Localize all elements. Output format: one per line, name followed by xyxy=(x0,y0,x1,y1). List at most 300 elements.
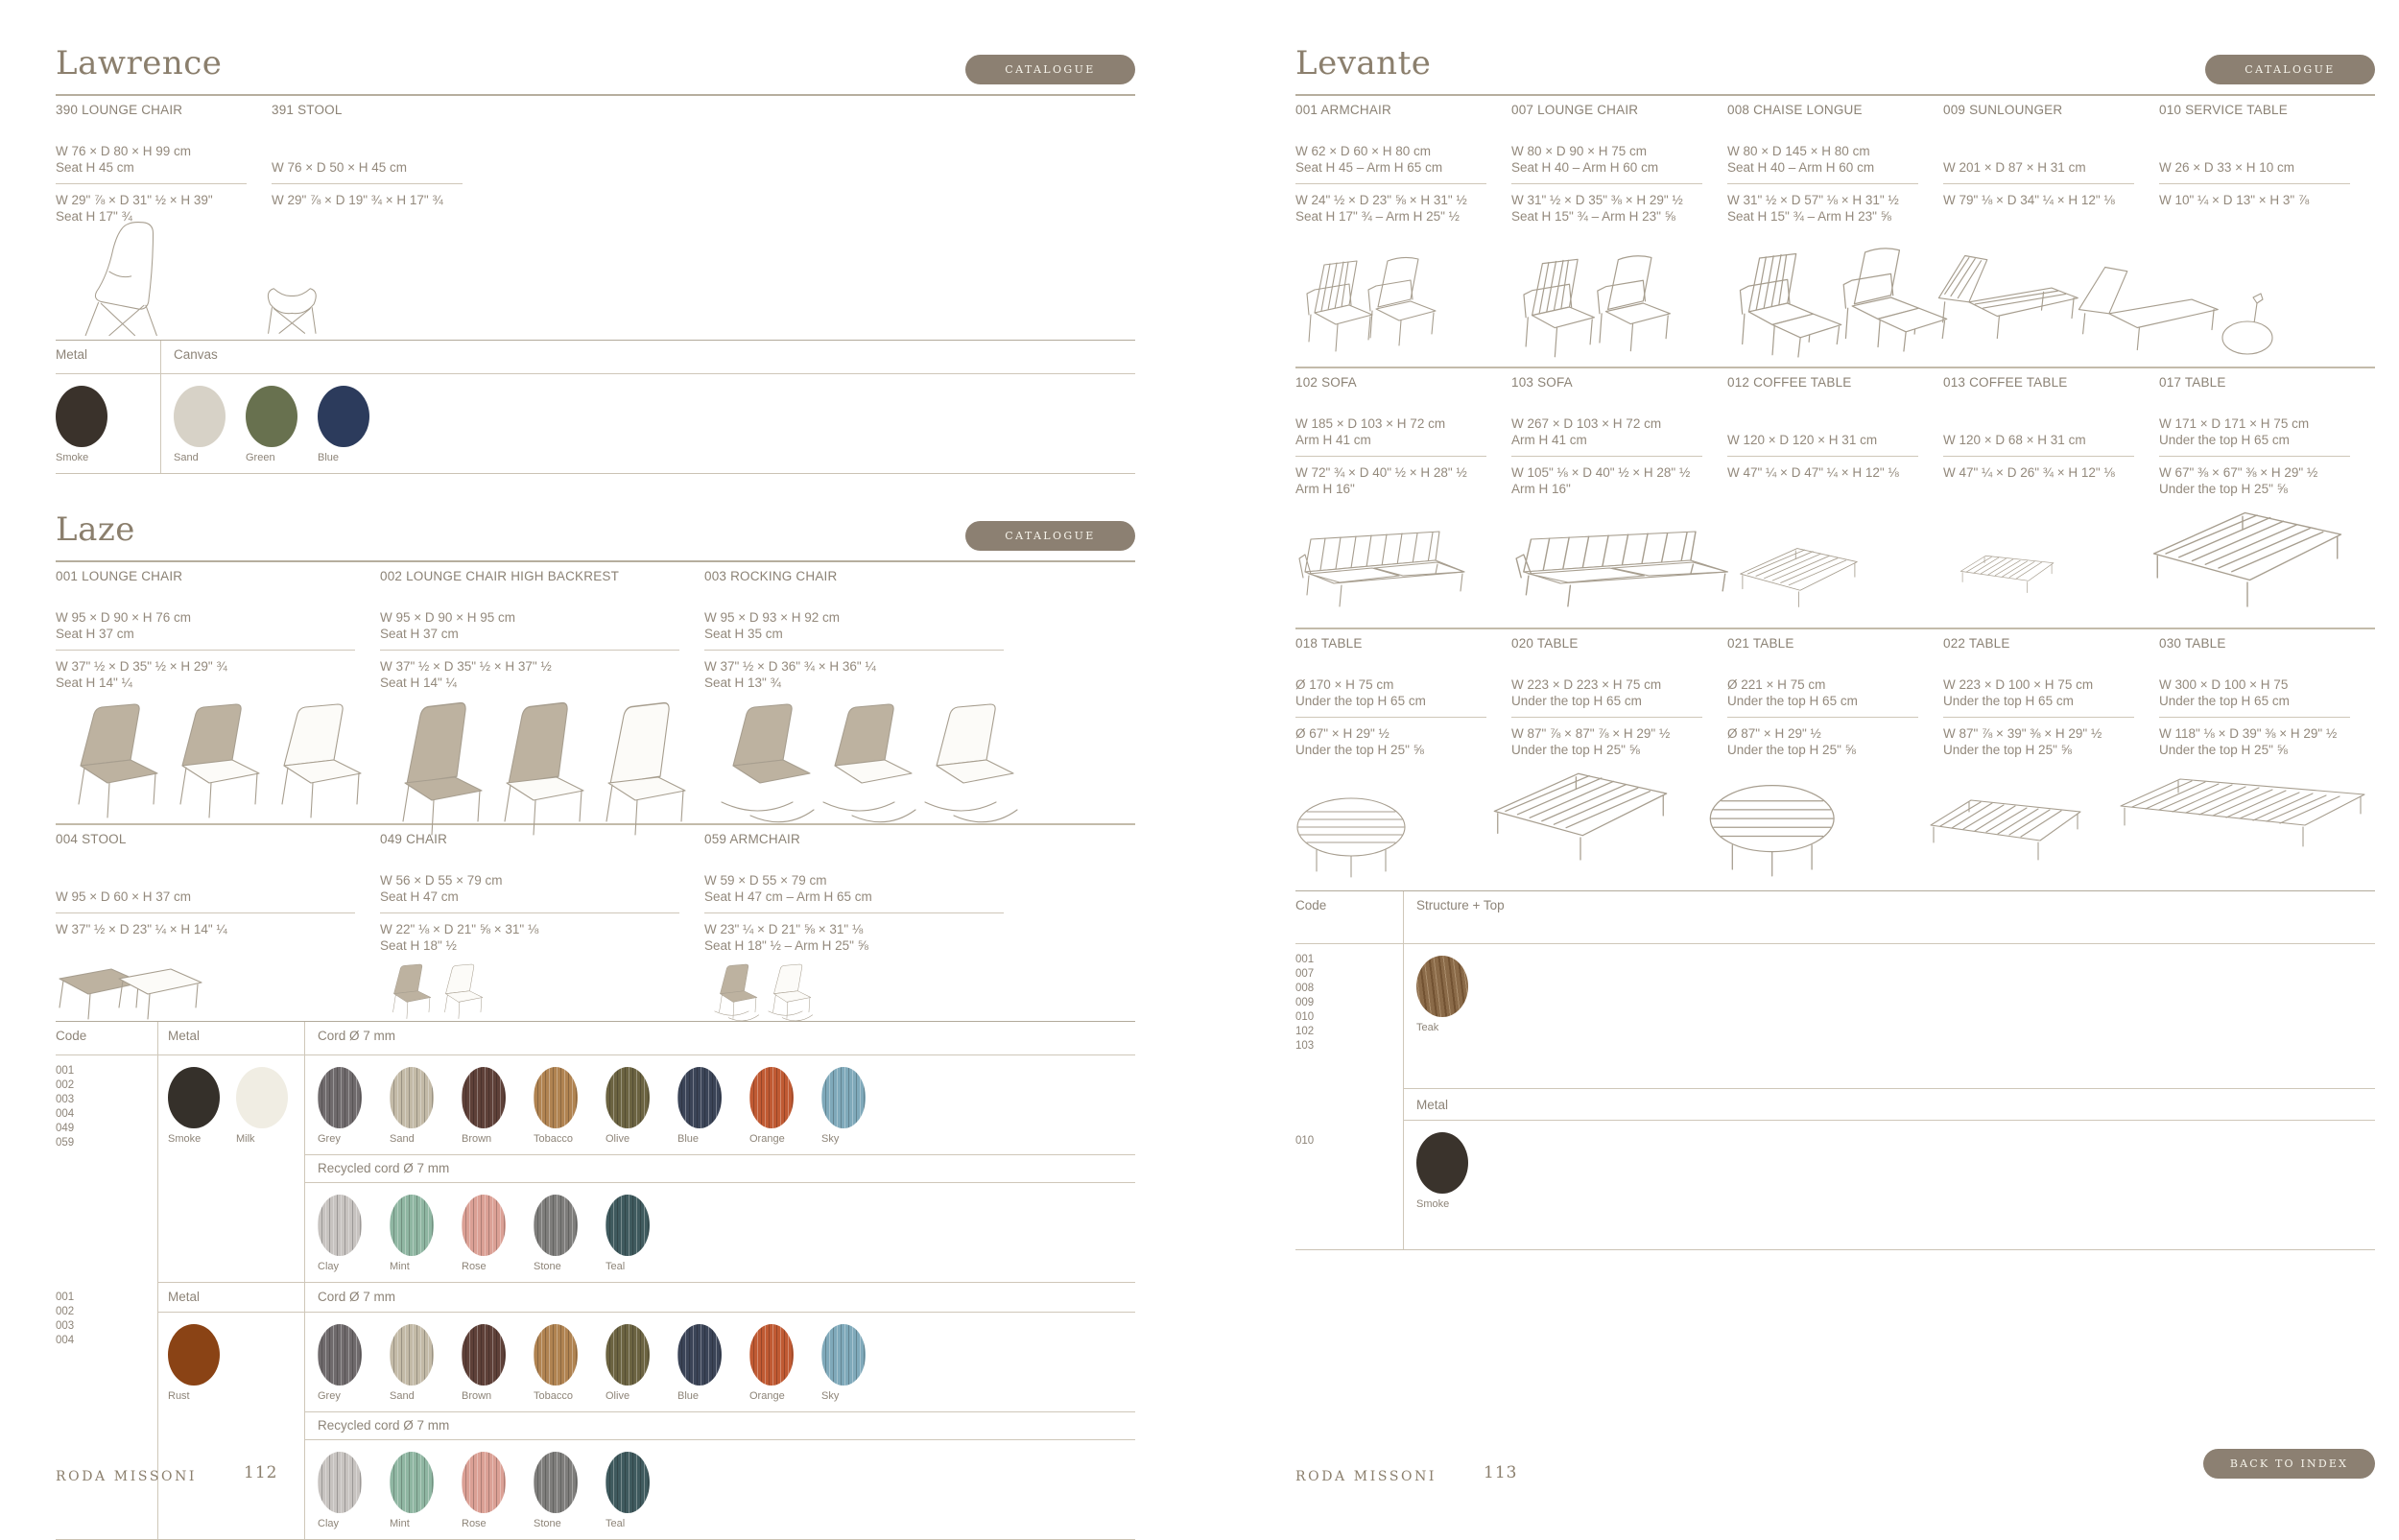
product-dim-cm: W 95 × D 60 × H 37 cm xyxy=(56,889,192,904)
swatch-name: Green xyxy=(246,452,275,463)
product-code: 008 xyxy=(1295,983,1315,994)
page-left xyxy=(56,0,1135,1529)
swatch-color xyxy=(56,386,107,447)
finish-swatch xyxy=(56,386,128,463)
finish-swatch xyxy=(462,1067,534,1145)
swatch-name: Olive xyxy=(606,1390,630,1402)
swatch-color xyxy=(246,386,297,447)
product-name: 009 SUNLOUNGER xyxy=(1943,103,2063,117)
swatch-color xyxy=(821,1324,866,1386)
product-dim-inch: W 47" ¼ × D 47" ¼ × H 12" ⅛ xyxy=(1727,465,1899,480)
section-title: Lawrence xyxy=(56,44,223,83)
swatch-name: Blue xyxy=(677,1133,700,1145)
swatch-name: Olive xyxy=(606,1133,630,1145)
product-code: 059 xyxy=(56,1137,75,1149)
product-dim-inch: W 29" ⅞ × D 31" ½ × H 39" xyxy=(56,193,213,207)
product-row-levante-2 xyxy=(1295,367,2375,505)
product-code: 003 xyxy=(56,1094,75,1105)
product-dim-inch: W 31" ½ × D 57" ⅛ × H 31" ½ xyxy=(1727,193,1899,207)
product-spec xyxy=(1943,375,2159,505)
product-dim-inch: W 23" ¼ × D 21" ⅝ × 31" ⅛ xyxy=(704,922,864,936)
finish-swatch xyxy=(1416,1132,1488,1210)
catalogue-button-lawrence[interactable]: CATALOGUE xyxy=(965,55,1135,84)
product-code: 010 xyxy=(1295,1011,1315,1023)
product-dim-cm: W 223 × D 100 × H 75 cm xyxy=(1943,677,2094,692)
product-code: 002 xyxy=(56,1306,75,1317)
code-list xyxy=(56,1282,158,1539)
product-dim-cm: Seat H 45 – Arm H 65 cm xyxy=(1295,160,1443,175)
illustration-laze-chairs xyxy=(56,699,1135,823)
illustration-levante-seating xyxy=(1295,232,2375,367)
product-spec xyxy=(1295,636,1511,766)
column-header-metal: Metal xyxy=(158,1022,305,1054)
swatch-color xyxy=(677,1324,722,1386)
swatch-name: Smoke xyxy=(1416,1198,1450,1210)
swatch-name: Rust xyxy=(168,1390,190,1402)
subheader-metal: Metal xyxy=(158,1283,305,1312)
product-dim-cm: Seat H 45 cm xyxy=(56,160,134,175)
finish-swatch xyxy=(246,386,318,463)
swatch-name: Sky xyxy=(821,1133,840,1145)
product-dim-inch: Under the top H 25" ⅝ xyxy=(1727,743,1856,757)
swatch-name: Orange xyxy=(749,1390,785,1402)
product-dim-inch: W 72" ¾ × D 40" ½ × H 28" ½ xyxy=(1295,465,1467,480)
product-dim-inch: Under the top H 25" ⅝ xyxy=(2159,743,2288,757)
swatch-color xyxy=(462,1195,506,1256)
product-name: 008 CHAISE LONGUE xyxy=(1727,103,1863,117)
product-spec xyxy=(1727,375,1943,505)
finish-swatch xyxy=(606,1452,677,1529)
product-dim-cm: W 171 × D 171 × H 75 cm xyxy=(2159,416,2310,431)
column-header-structure: Structure + Top xyxy=(1416,898,1505,912)
product-name: 001 ARMCHAIR xyxy=(1295,103,1391,117)
swatch-name: Stone xyxy=(534,1518,561,1529)
finish-swatch xyxy=(606,1195,677,1272)
swatch-name: Grey xyxy=(318,1133,341,1145)
product-row-laze-2 xyxy=(56,823,1135,961)
swatch-name: Mint xyxy=(390,1261,410,1272)
product-name: 391 STOOL xyxy=(272,103,343,117)
finish-swatch xyxy=(462,1452,534,1529)
finish-swatch xyxy=(390,1195,462,1272)
product-spec xyxy=(1943,103,2159,232)
product-dim-cm: Ø 170 × H 75 cm xyxy=(1295,677,1394,692)
product-name: 059 ARMCHAIR xyxy=(704,832,800,846)
product-name: 030 TABLE xyxy=(2159,636,2226,651)
product-dim-inch: Arm H 16" xyxy=(1511,482,1571,496)
finish-swatch xyxy=(606,1067,677,1145)
finish-swatch xyxy=(606,1324,677,1402)
swatch-name: Teak xyxy=(1416,1022,1439,1033)
product-spec xyxy=(380,569,704,699)
product-spec xyxy=(1727,103,1943,232)
product-dim-inch: W 37" ½ × D 36" ¾ × H 36" ¼ xyxy=(704,659,876,674)
product-name: 049 CHAIR xyxy=(380,832,448,846)
product-dim-cm: Seat H 40 – Arm H 60 cm xyxy=(1511,160,1659,175)
product-row-levante-1 xyxy=(1295,96,2375,232)
product-name: 012 COFFEE TABLE xyxy=(1727,375,1852,390)
section-title: Laze xyxy=(56,510,135,549)
product-name: 102 SOFA xyxy=(1295,375,1357,390)
swatch-color xyxy=(318,1067,362,1128)
product-dim-inch: W 67" ⅜ × 67" ⅜ × H 29" ½ xyxy=(2159,465,2318,480)
product-dim-cm: Seat H 40 – Arm H 60 cm xyxy=(1727,160,1875,175)
product-dim-inch: Under the top H 25" ⅝ xyxy=(1295,743,1424,757)
product-name: 004 STOOL xyxy=(56,832,127,846)
product-name: 010 SERVICE TABLE xyxy=(2159,103,2288,117)
cord-swatches xyxy=(305,1055,1135,1154)
code-list xyxy=(1295,944,1404,1088)
product-dim-cm: W 80 × D 90 × H 75 cm xyxy=(1511,144,1648,158)
product-spec xyxy=(2159,375,2375,505)
product-row-laze-1 xyxy=(56,562,1135,699)
column-header-metal: Metal xyxy=(56,341,161,373)
product-name: 020 TABLE xyxy=(1511,636,1579,651)
finish-swatch xyxy=(677,1067,749,1145)
finish-group-2 xyxy=(56,1282,1135,1539)
product-dim-inch: W 10" ¼ × D 13" × H 3" ⅞ xyxy=(2159,193,2310,207)
product-spec xyxy=(704,832,1029,961)
brand: RODA MISSONI xyxy=(56,1469,198,1484)
structure-swatches xyxy=(1404,944,2375,1088)
product-dim-inch: Ø 67" × H 29" ½ xyxy=(1295,726,1390,741)
product-code: 001 xyxy=(56,1291,75,1303)
product-dim-cm: W 76 × D 50 × H 45 cm xyxy=(272,160,408,175)
finish-swatch xyxy=(318,1067,390,1145)
column-header-cord: Cord Ø 7 mm xyxy=(318,1029,396,1043)
swatch-color xyxy=(168,1067,220,1128)
product-code: 004 xyxy=(56,1108,75,1120)
product-spec xyxy=(2159,103,2375,232)
metal-structure-col xyxy=(1404,1088,2375,1249)
product-spec xyxy=(704,569,1029,699)
product-name: 018 TABLE xyxy=(1295,636,1363,651)
product-code: 102 xyxy=(1295,1026,1315,1037)
levante-finish-table xyxy=(1295,890,2375,1250)
product-dim-cm: Seat H 47 cm xyxy=(380,889,459,904)
product-dim-inch: Seat H 13" ¾ xyxy=(704,675,781,690)
finish-swatch xyxy=(534,1452,606,1529)
page-right xyxy=(1295,0,2375,1513)
swatch-name: Milk xyxy=(236,1133,255,1145)
section-header-laze xyxy=(56,487,1135,562)
swatch-name: Tobacco xyxy=(534,1133,573,1145)
product-dim-cm: Ø 221 × H 75 cm xyxy=(1727,677,1826,692)
product-dim-inch: W 22" ⅛ × D 21" ⅝ × 31" ⅛ xyxy=(380,922,539,936)
swatch-color xyxy=(1416,1132,1468,1194)
swatch-name: Blue xyxy=(677,1390,700,1402)
product-dim-inch: W 87" ⅞ × 39" ⅜ × H 29" ½ xyxy=(1943,726,2102,741)
product-spec xyxy=(1511,375,1727,505)
product-dim-cm: W 120 × D 120 × H 31 cm xyxy=(1727,433,1878,447)
swatch-name: Smoke xyxy=(168,1133,202,1145)
product-name: 017 TABLE xyxy=(2159,375,2226,390)
swatch-color xyxy=(390,1067,434,1128)
product-dim-inch: W 24" ½ × D 23" ⅝ × H 31" ½ xyxy=(1295,193,1467,207)
product-dim-inch: Ø 87" × H 29" ½ xyxy=(1727,726,1821,741)
finish-swatch xyxy=(390,1452,462,1529)
swatch-color xyxy=(236,1067,288,1128)
product-dim-cm: W 185 × D 103 × H 72 cm xyxy=(1295,416,1446,431)
product-name: 390 LOUNGE CHAIR xyxy=(56,103,183,117)
product-dim-cm: W 95 × D 90 × H 95 cm xyxy=(380,610,516,625)
swatch-color xyxy=(534,1195,578,1256)
swatch-name: Sand xyxy=(390,1390,415,1402)
product-spec xyxy=(56,103,272,232)
illustration-laze-stools-chairs xyxy=(56,961,1135,1021)
brand: RODA MISSONI xyxy=(1295,1469,1437,1484)
product-dim-cm: Seat H 47 cm – Arm H 65 cm xyxy=(704,889,872,904)
product-spec xyxy=(1511,103,1727,232)
finish-table-header xyxy=(56,341,1135,374)
swatch-color xyxy=(749,1067,794,1128)
subheader-cord: Cord Ø 7 mm xyxy=(318,1290,396,1304)
swatch-color xyxy=(168,1324,220,1386)
product-dim-cm: W 300 × D 100 × H 75 xyxy=(2159,677,2289,692)
product-dim-cm: W 223 × D 223 × H 75 cm xyxy=(1511,677,1662,692)
swatch-name: Blue xyxy=(318,452,340,463)
product-dim-inch: W 31" ½ × D 35" ⅜ × H 29" ½ xyxy=(1511,193,1683,207)
finish-group-1 xyxy=(56,1055,1135,1282)
product-dim-inch: Under the top H 25" ⅝ xyxy=(1511,743,1640,757)
finish-table-body xyxy=(56,374,1135,473)
finish-subheader-row xyxy=(158,1283,1135,1313)
finish-swatch xyxy=(318,386,390,463)
product-dim-cm: Under the top H 65 cm xyxy=(1295,694,1426,708)
product-name: 007 LOUNGE CHAIR xyxy=(1511,103,1639,117)
product-code: 004 xyxy=(56,1335,75,1346)
swatch-color xyxy=(462,1067,506,1128)
product-dim-cm: W 267 × D 103 × H 72 cm xyxy=(1511,416,1662,431)
product-dim-inch: Seat H 14" ¼ xyxy=(380,675,457,690)
swatch-color xyxy=(606,1067,650,1128)
illustration-levante-tables xyxy=(1295,766,2375,890)
product-spec xyxy=(272,103,487,232)
product-dim-inch: W 79" ⅛ × D 34" ¼ × H 12" ⅛ xyxy=(1943,193,2115,207)
product-code: 009 xyxy=(1295,997,1315,1008)
swatch-color xyxy=(534,1324,578,1386)
metal-swatches xyxy=(56,374,161,473)
swatch-color xyxy=(677,1067,722,1128)
product-dim-cm: Under the top H 65 cm xyxy=(1511,694,1642,708)
swatch-name: Grey xyxy=(318,1390,341,1402)
page-number: 112 xyxy=(244,1463,278,1482)
product-dim-inch: Seat H 15" ¾ – Arm H 23" ⅝ xyxy=(1511,209,1675,224)
page-number: 113 xyxy=(1484,1463,1518,1482)
product-dim-cm: W 120 × D 68 × H 31 cm xyxy=(1943,433,2086,447)
finish-swatch xyxy=(1416,956,1488,1033)
swatch-color xyxy=(318,386,369,447)
product-dim-cm: W 56 × D 55 × 79 cm xyxy=(380,873,503,888)
product-dim-inch: Under the top H 25" ⅝ xyxy=(1943,743,2072,757)
finish-swatch xyxy=(168,1067,236,1145)
swatch-name: Orange xyxy=(749,1133,785,1145)
cord-swatches xyxy=(305,1313,1135,1411)
product-dim-inch: W 29" ⅞ × D 19" ¾ × H 17" ¾ xyxy=(272,193,443,207)
metal-swatches xyxy=(158,1055,305,1282)
swatch-name: Brown xyxy=(462,1390,492,1402)
product-spec xyxy=(1511,636,1727,766)
product-dim-inch: Seat H 18" ½ – Arm H 25" ⅝ xyxy=(704,938,868,953)
product-dim-inch: W 37" ½ × D 35" ½ × H 29" ¾ xyxy=(56,659,227,674)
swatch-name: Teal xyxy=(606,1518,626,1529)
section-header-lawrence xyxy=(56,0,1135,96)
product-dim-cm: Seat H 35 cm xyxy=(704,627,783,641)
product-dim-cm: Under the top H 65 cm xyxy=(1727,694,1858,708)
product-dim-cm: W 26 × D 33 × H 10 cm xyxy=(2159,160,2295,175)
code-list xyxy=(1295,1088,1404,1249)
subheader-recycled-cord: Recycled cord Ø 7 mm xyxy=(305,1411,1135,1440)
product-spec xyxy=(1943,636,2159,766)
finish-swatch xyxy=(749,1067,821,1145)
swatch-color xyxy=(606,1324,650,1386)
product-code: 007 xyxy=(1295,968,1315,980)
finish-swatch xyxy=(462,1324,534,1402)
swatch-name: Sand xyxy=(390,1133,415,1145)
product-dim-inch: W 118" ⅛ × D 39" ⅜ × H 29" ½ xyxy=(2159,726,2338,741)
product-dim-cm: Under the top H 65 cm xyxy=(2159,433,2290,447)
product-dim-inch: Seat H 15" ¾ – Arm H 23" ⅝ xyxy=(1727,209,1891,224)
laze-finish-table xyxy=(56,1021,1135,1540)
column-header-canvas: Canvas xyxy=(174,347,218,362)
finish-swatch xyxy=(534,1067,606,1145)
swatch-name: Stone xyxy=(534,1261,561,1272)
swatch-name: Tobacco xyxy=(534,1390,573,1402)
finish-swatch xyxy=(462,1195,534,1272)
swatch-color xyxy=(606,1195,650,1256)
swatch-color xyxy=(390,1195,434,1256)
product-code: 049 xyxy=(56,1123,75,1134)
section-header-levante xyxy=(1295,0,2375,96)
product-row-lawrence xyxy=(56,96,1135,232)
swatch-name: Rose xyxy=(462,1261,487,1272)
finish-swatch xyxy=(318,1195,390,1272)
product-dim-cm: Under the top H 65 cm xyxy=(2159,694,2290,708)
recycled-cord-swatches xyxy=(305,1440,1135,1539)
product-row-levante-3 xyxy=(1295,628,2375,766)
product-dim-inch: Seat H 17" ¾ xyxy=(56,209,132,224)
product-dim-inch: Seat H 14" ¼ xyxy=(56,675,132,690)
swatch-name: Teal xyxy=(606,1261,626,1272)
finish-swatch xyxy=(821,1067,893,1145)
finish-swatch xyxy=(174,386,246,463)
footer-left xyxy=(56,1463,1135,1484)
catalogue-button-laze[interactable]: CATALOGUE xyxy=(965,521,1135,551)
product-name: 021 TABLE xyxy=(1727,636,1794,651)
finish-swatch xyxy=(821,1324,893,1402)
product-dim-inch: W 105" ⅛ × D 40" ½ × H 28" ½ xyxy=(1511,465,1691,480)
swatch-color xyxy=(821,1067,866,1128)
product-code: 010 xyxy=(1295,1135,1315,1147)
product-dim-cm: W 95 × D 93 × H 92 cm xyxy=(704,610,841,625)
code-list xyxy=(56,1055,158,1282)
product-dim-cm: W 95 × D 90 × H 76 cm xyxy=(56,610,192,625)
product-spec xyxy=(380,832,704,961)
subheader-metal: Metal xyxy=(1404,1089,2375,1121)
finish-swatch xyxy=(534,1195,606,1272)
product-dim-cm: W 80 × D 145 × H 80 cm xyxy=(1727,144,1870,158)
illustration-levante-sofas-tables xyxy=(1295,505,2375,628)
product-code: 001 xyxy=(1295,954,1315,965)
canvas-swatches xyxy=(161,374,1135,473)
product-dim-cm: Arm H 41 cm xyxy=(1295,433,1371,447)
back-to-index-button[interactable]: BACK TO INDEX xyxy=(2203,1449,2375,1479)
swatch-color xyxy=(390,1324,434,1386)
product-dim-inch: W 87" ⅞ × 87" ⅞ × H 29" ½ xyxy=(1511,726,1671,741)
product-spec xyxy=(1727,636,1943,766)
product-dim-inch: W 37" ½ × D 35" ½ × H 37" ½ xyxy=(380,659,552,674)
finish-swatch xyxy=(236,1067,304,1145)
finish-swatch xyxy=(390,1324,462,1402)
product-spec xyxy=(56,832,380,961)
finish-swatch xyxy=(318,1452,390,1529)
product-spec xyxy=(56,569,380,699)
finish-table-header xyxy=(56,1022,1135,1055)
product-name: 103 SOFA xyxy=(1511,375,1573,390)
product-code: 103 xyxy=(1295,1040,1315,1052)
lawrence-finish-table xyxy=(56,340,1135,474)
product-name: 003 ROCKING CHAIR xyxy=(704,569,838,583)
swatch-color xyxy=(174,386,226,447)
swatch-name: Sky xyxy=(821,1390,840,1402)
column-header-code: Code xyxy=(1295,891,1404,943)
swatch-color xyxy=(462,1324,506,1386)
product-dim-cm: W 76 × D 80 × H 99 cm xyxy=(56,144,192,158)
product-name: 001 LOUNGE CHAIR xyxy=(56,569,183,583)
finish-swatch xyxy=(677,1324,749,1402)
swatch-name: Smoke xyxy=(56,452,89,463)
swatch-color xyxy=(318,1324,362,1386)
finish-row-metal xyxy=(1295,1088,2375,1249)
product-name: 002 LOUNGE CHAIR HIGH BACKREST xyxy=(380,569,620,583)
product-dim-cm: Arm H 41 cm xyxy=(1511,433,1587,447)
recycled-cord-swatches xyxy=(305,1183,1135,1282)
subheader-recycled-cord: Recycled cord Ø 7 mm xyxy=(305,1154,1135,1183)
swatch-name: Sand xyxy=(174,452,199,463)
finish-row-structure-top xyxy=(1295,944,2375,1088)
product-dim-inch: Arm H 16" xyxy=(1295,482,1355,496)
finish-table-header xyxy=(1295,891,2375,944)
product-dim-inch: Seat H 17" ¾ – Arm H 25" ½ xyxy=(1295,209,1460,224)
product-dim-inch: W 37" ½ × D 23" ¼ × H 14" ¼ xyxy=(56,922,227,936)
product-name: 013 COFFEE TABLE xyxy=(1943,375,2068,390)
swatch-color xyxy=(534,1067,578,1128)
product-dim-cm: W 201 × D 87 × H 31 cm xyxy=(1943,160,2086,175)
catalogue-button-levante[interactable]: CATALOGUE xyxy=(2205,55,2375,84)
section-title: Levante xyxy=(1295,44,1432,83)
swatch-color xyxy=(749,1324,794,1386)
swatch-name: Clay xyxy=(318,1261,340,1272)
product-name: 022 TABLE xyxy=(1943,636,2010,651)
product-code: 003 xyxy=(56,1320,75,1332)
finish-swatch xyxy=(534,1324,606,1402)
product-code: 001 xyxy=(56,1065,75,1077)
column-header-code: Code xyxy=(56,1022,158,1054)
product-dim-cm: Seat H 37 cm xyxy=(56,627,134,641)
swatch-name: Brown xyxy=(462,1133,492,1145)
product-dim-inch: W 47" ¼ × D 26" ¾ × H 12" ⅛ xyxy=(1943,465,2115,480)
product-dim-cm: Under the top H 65 cm xyxy=(1943,694,2074,708)
metal-swatches xyxy=(1404,1121,2375,1249)
swatch-name: Mint xyxy=(390,1518,410,1529)
finish-swatch xyxy=(749,1324,821,1402)
product-spec xyxy=(1295,103,1511,232)
swatch-name: Clay xyxy=(318,1518,340,1529)
product-dim-cm: Seat H 37 cm xyxy=(380,627,459,641)
product-dim-cm: W 62 × D 60 × H 80 cm xyxy=(1295,144,1432,158)
finish-swatch xyxy=(168,1324,240,1402)
product-spec xyxy=(1295,375,1511,505)
